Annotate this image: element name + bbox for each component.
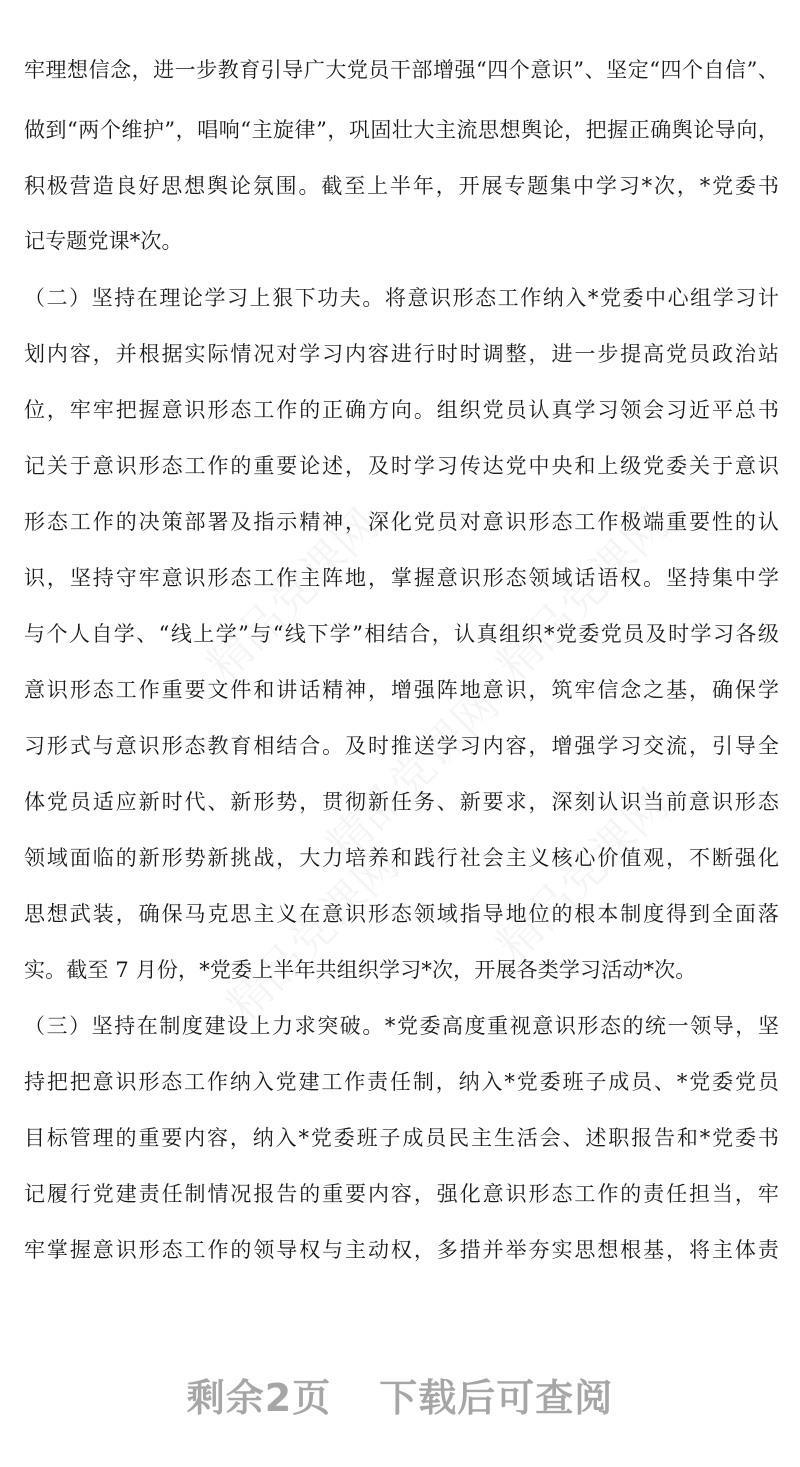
body-text-line: 习形式与意识形态教育相结合。及时推送学习内容，增强学习交流，引导全 (24, 734, 779, 758)
body-text-line: 位，牢牢把握意识形态工作的正确方向。组织党员认真学习领会习近平总书 (24, 398, 779, 422)
body-text-line: 持把把意识形态工作纳入党建工作责任制，纳入*党委班子成员、*党委党员 (24, 1070, 779, 1094)
body-text-line: 牢掌握意识形态工作的领导权与主动权，多措并举夯实思想根基，将主体责 (24, 1238, 779, 1262)
section-heading-line: （二）坚持在理论学习上狠下功夫。将意识形态工作纳入*党委中心组学习计 (24, 286, 779, 310)
body-text-line: 体党员适应新时代、新形势，贯彻新任务、新要求，深刻认识当前意识形态 (24, 790, 779, 814)
body-text-line: 划内容，并根据实际情况对学习内容进行时时调整，进一步提高党员政治站 (24, 342, 779, 366)
body-text-line: 目标管理的重要内容，纳入*党委班子成员民主生活会、述职报告和*党委书 (24, 1126, 779, 1150)
download-to-view-text: 下载后可查阅 (379, 1376, 614, 1420)
section-heading-line: （三）坚持在制度建设上力求突破。*党委高度重视意识形态的统一领导，坚 (24, 1014, 779, 1038)
body-text-line: 形态工作的决策部署及指示精神，深化党员对意识形态工作极端重要性的认 (24, 510, 779, 534)
body-text-line: 做到“两个维护”，唱响“主旋律”，巩固壮大主流思想舆论，把握正确舆论导向， (24, 118, 779, 142)
body-text-line: 思想武装，确保马克思主义在意识形态领域指导地位的根本制度得到全面落 (24, 902, 779, 926)
body-text-line: 意识形态工作重要文件和讲话精神，增强阵地意识，筑牢信念之基，确保学 (24, 678, 779, 702)
body-text-line: 记履行党建责任制情况报告的重要内容，强化意识形态工作的责任担当，牢 (24, 1182, 779, 1206)
body-text-line: 识，坚持守牢意识形态工作主阵地，掌握意识形态领域话语权。坚持集中学 (24, 566, 779, 590)
body-text-line: 实。截至 7 月份，*党委上半年共组织学习*次，开展各类学习活动*次。 (24, 958, 697, 982)
body-text-line: 与个人自学、“线上学”与“线下学”相结合，认真组织*党委党员及时学习各级 (24, 622, 779, 646)
body-text-line: 牢理想信念，进一步教育引导广大党员干部增强“四个意识”、坚定“四个自信”、 (24, 58, 779, 82)
body-text-line: 领域面临的新形势新挑战，大力培养和践行社会主义核心价值观，不断强化 (24, 846, 779, 870)
body-text-line: 积极营造良好思想舆论氛围。截至上半年，开展专题集中学习*次，*党委书 (24, 174, 779, 198)
remaining-pages-text: 剩余2页 (186, 1376, 332, 1420)
body-text-line: 记关于意识形态工作的重要论述，及时学习传达党中央和上级党委关于意识 (24, 454, 779, 478)
body-text-line: 记专题党课*次。 (24, 229, 183, 253)
download-prompt[interactable] (0, 1367, 800, 1422)
